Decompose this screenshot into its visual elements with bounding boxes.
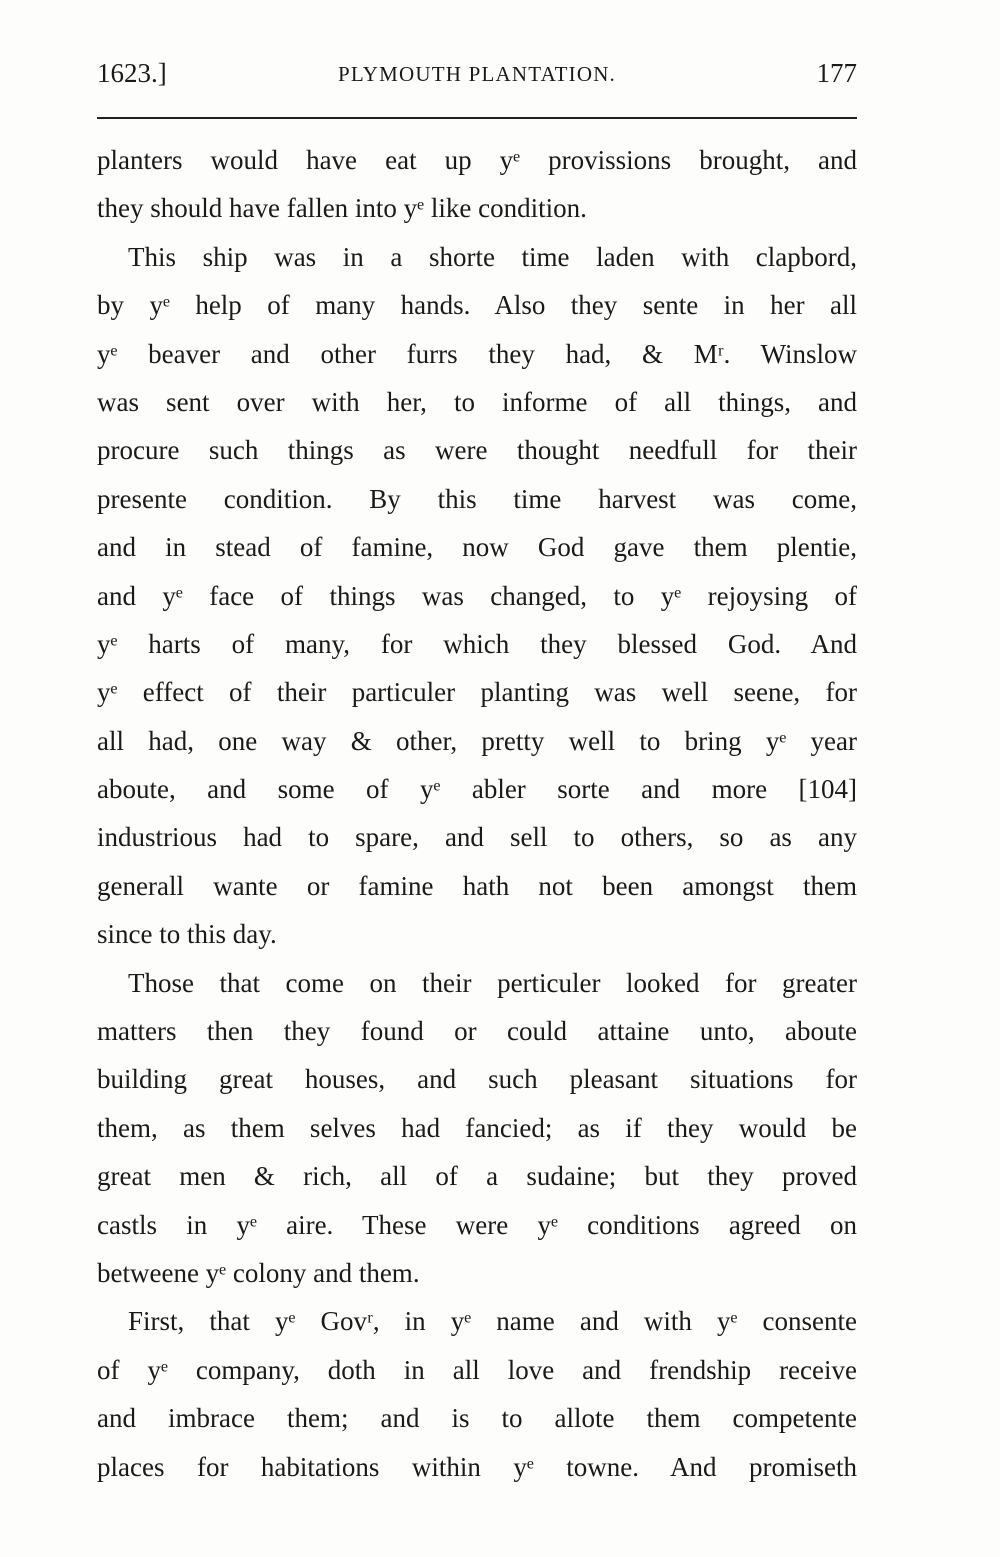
text-line: and yᵉ face of things was changed, to yᵉ rejoysing of xyxy=(97,580,857,611)
text-line: them, as them selves had fancied; as if they would be xyxy=(97,1112,857,1143)
text-line: and imbrace them; and is to allote them competente xyxy=(97,1403,857,1434)
paragraph xyxy=(97,1297,857,1491)
paragraph xyxy=(97,233,857,959)
header-year: 1623.] xyxy=(97,58,167,88)
text-line: This ship was in a shorte time laden with clapbord, xyxy=(128,241,857,272)
text-line: procure such things as were thought needfull for their xyxy=(97,435,857,466)
text-line: generall wante or famine hath not been amongst them xyxy=(97,870,857,901)
text-line: they should have fallen into yᵉ like condition. xyxy=(97,193,587,224)
header-title: PLYMOUTH PLANTATION. xyxy=(337,62,617,86)
text-line: planters would have eat up yᵉ provissions brought, and xyxy=(97,145,857,175)
page-number: 177 xyxy=(816,58,857,88)
text-line: all had, one way & other, pretty well to bring yᵉ year xyxy=(97,725,857,756)
text-line: and in stead of famine, now God gave them plentie, xyxy=(97,532,857,563)
paragraph xyxy=(97,136,857,233)
text-line: castls in yᵉ aire. These were yᵉ conditions agreed on xyxy=(97,1209,857,1240)
text-line: aboute, and some of yᵉ abler sorte and more [104] xyxy=(97,774,857,805)
paragraph xyxy=(97,959,857,1298)
text-line: yᵉ beaver and other furrs they had, & Mʳ. Winslow xyxy=(97,338,857,369)
text-line: yᵉ effect of their particuler planting was well seene, for xyxy=(97,677,857,708)
text-line: presente condition. By this time harvest was come, xyxy=(97,483,857,514)
header-rule xyxy=(97,117,857,119)
text-line: betweene yᵉ colony and them. xyxy=(97,1257,420,1288)
running-header xyxy=(97,58,857,98)
text-line: was sent over with her, to informe of all things, and xyxy=(97,386,857,417)
text-line: by yᵉ help of many hands. Also they sente in her all xyxy=(97,290,857,321)
text-line: since to this day. xyxy=(97,919,277,950)
text-line: Those that come on their perticuler looked for greater xyxy=(128,967,857,998)
text-line: building great houses, and such pleasant situations for xyxy=(97,1064,857,1095)
body-text xyxy=(97,136,857,1491)
text-line: yᵉ harts of many, for which they blessed God. And xyxy=(97,628,857,659)
text-line: great men & rich, all of a sudaine; but they proved xyxy=(97,1161,857,1192)
text-line: of yᵉ company, doth in all love and frendship receive xyxy=(97,1354,857,1385)
text-line: First, that yᵉ Govʳ, in yᵉ name and with yᵉ consente xyxy=(128,1306,857,1337)
text-line: places for habitations within yᵉ towne. And promiseth xyxy=(97,1451,857,1482)
text-line: industrious had to spare, and sell to others, so as any xyxy=(97,822,857,853)
text-line: matters then they found or could attaine unto, aboute xyxy=(97,1016,857,1047)
